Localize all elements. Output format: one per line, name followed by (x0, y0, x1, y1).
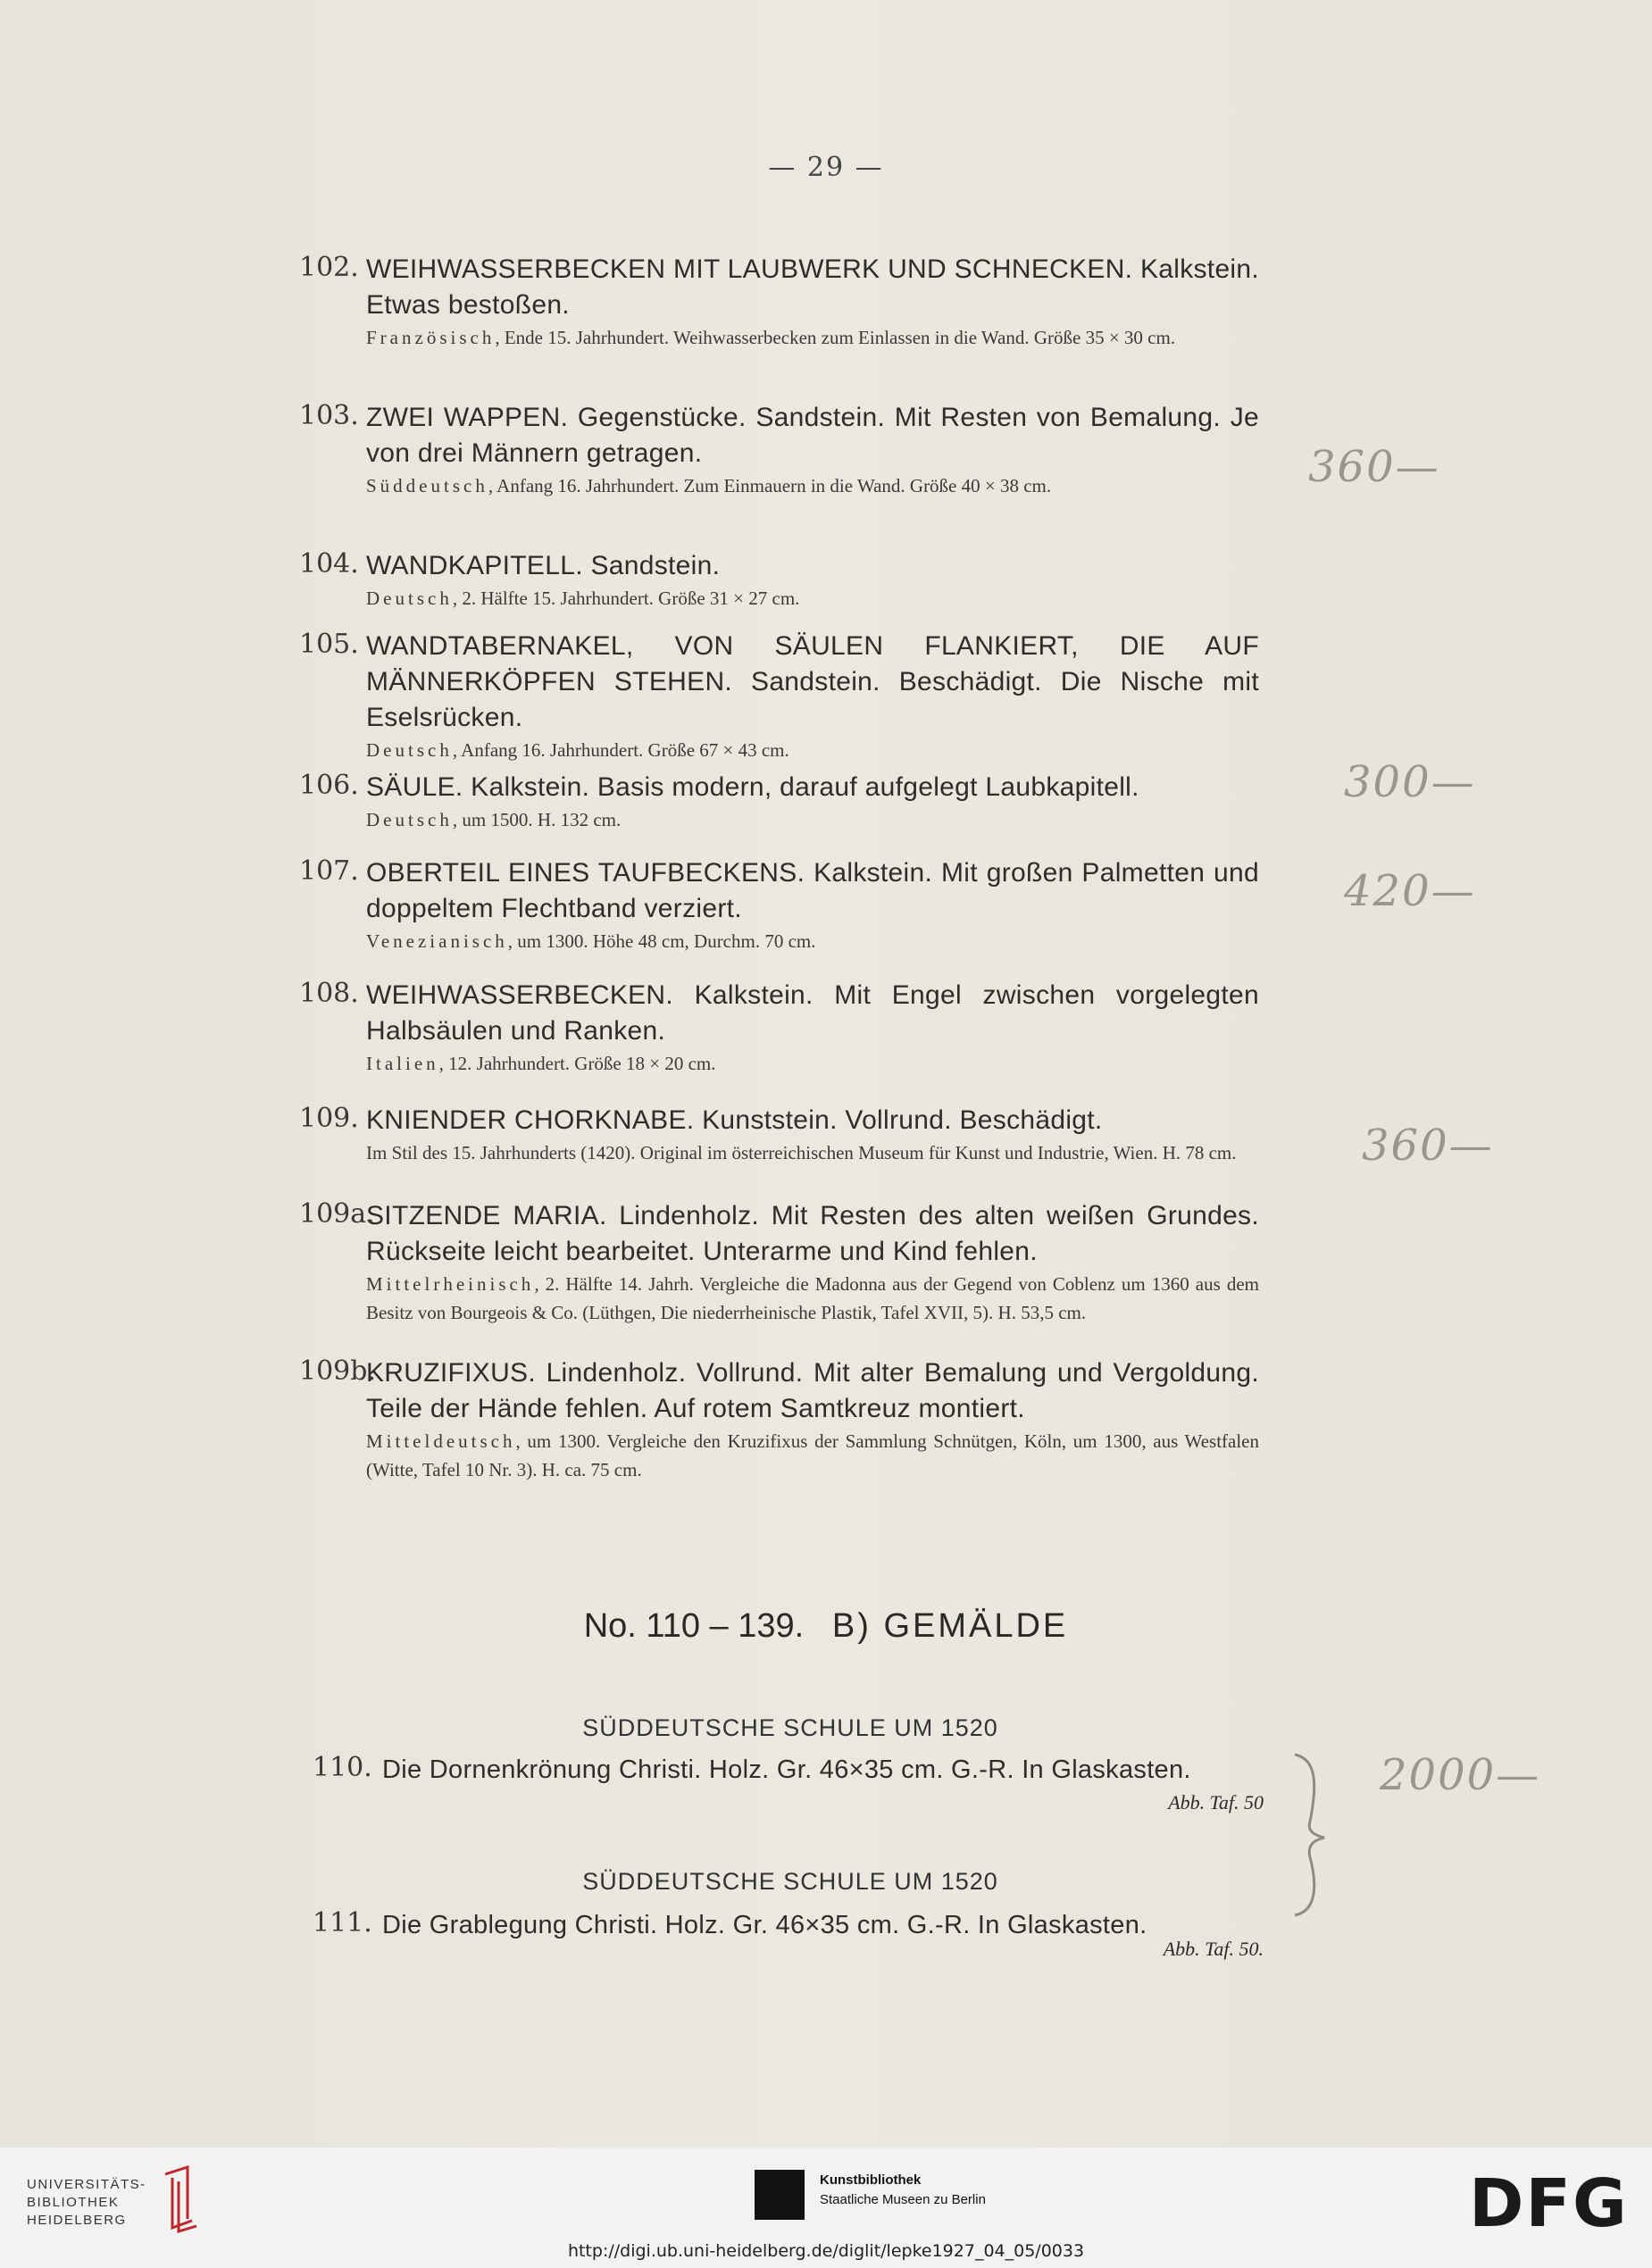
section-prefix: No. 110 – 139. (583, 1607, 805, 1645)
handwritten-price-note: 360— (1362, 1121, 1494, 1171)
entry-title: WEIHWASSERBECKEN MIT LAUBWERK UND SCHNECKEN. Kalkstein. Etwas bestoßen. (366, 254, 1260, 320)
catalog-entry-107 (299, 855, 1259, 955)
entry-origin: Deutsch (366, 739, 453, 761)
entry-title: SITZENDE MARIA. Lindenholz. Mit Resten des alten weißen Grundes. Rückseite leicht bearbeitet. Unterarme und Kind fehlen. (366, 1201, 1259, 1266)
entry-title: WANDKAPITELL. Sandstein. (366, 551, 721, 580)
entry-title: KRUZIFIXUS. Lindenholz. Vollrund. Mit alter Bemalung und Vergoldung. Teile der Hände fehlen. Auf rotem Samtkreuz montiert. (366, 1358, 1259, 1423)
handwritten-price-note: 2000— (1380, 1750, 1541, 1800)
entry-number: 109. (299, 1103, 359, 1134)
entry-detail: , um 1500. H. 132 cm. (452, 809, 622, 830)
entry-title: Die Dornenkrönung Christi. Holz. Gr. 46×35 cm. G.-R. In Glaskasten. (382, 1755, 1191, 1784)
catalog-entry-109 (299, 1103, 1259, 1167)
entry-detail: , Ende 15. Jahrhundert. Weihwasserbecken zum Einlassen in die Wand. Größe 35 × 30 cm. (495, 327, 1176, 348)
entry-detail: , um 1300. Vergleiche den Kruzifixus der Sammlung Schnütgen, Köln, um 1300, aus Westfalen (Witte, Tafel 10 Nr. 3). H. ca. 75 cm. (366, 1430, 1259, 1480)
kunstbibliothek-title: Kunstbibliothek (820, 2172, 922, 2188)
entry-title: WANDTABERNAKEL, VON SÄULEN FLANKIERT, DIE AUF MÄNNERKÖPFEN STEHEN. Sandstein. Beschädigt. Die Nische mit Eselsrücken. (366, 631, 1259, 732)
entry-number: 109b. (299, 1355, 377, 1387)
entry-detail: , 12. Jahrhundert. Größe 18 × 20 cm. (438, 1053, 716, 1074)
entry-number: 104. (299, 548, 359, 580)
catalog-entry-108 (299, 978, 1259, 1078)
entry-origin: Venezianisch (366, 930, 508, 952)
school-heading: SÜDDEUTSCHE SCHULE UM 1520 (582, 1868, 998, 1895)
entry-detail: Im Stil des 15. Jahrhunderts (1420). Original im österreichischen Museum für Kunst und Industrie, Wien. H. 78 cm. (366, 1142, 1237, 1163)
university-library-logo-text (27, 2176, 146, 2230)
section-heading (0, 1607, 1652, 1646)
entry-number: 111. (313, 1907, 372, 1939)
entry-title: OBERTEIL EINES TAUFBECKENS. Kalkstein. Mit großen Palmetten und doppeltem Flechtband verziert. (366, 858, 1259, 923)
entry-origin: Deutsch (366, 809, 453, 830)
catalog-entry-111 (313, 1907, 1264, 1961)
catalog-entry-110 (313, 1752, 1264, 1814)
document-url-link[interactable]: http://digi.ub.uni-heidelberg.de/diglit/lepke1927_04_05/0033 (567, 2241, 1085, 2261)
kunstbibliothek-subtitle: Staatliche Museen zu Berlin (820, 2192, 986, 2207)
uni-line: UNIVERSITÄTS- (27, 2177, 146, 2192)
entry-title: KNIENDER CHORKNABE. Kunststein. Vollrund. Beschädigt. (366, 1105, 1103, 1135)
entry-detail: , 2. Hälfte 14. Jahrh. Vergleiche die Madonna aus der Gegend von Coblenz um 1360 aus dem Besitz von Bourgeois & Co. (Lüthgen, Die niederrheinische Plastik, Tafel XVII, 5). H. 53,5 cm. (366, 1273, 1259, 1323)
entry-title: ZWEI WAPPEN. Gegenstücke. Sandstein. Mit Resten von Bemalung. Je von drei Männern getragen. (366, 403, 1259, 468)
entry-title: SÄULE. Kalkstein. Basis modern, darauf aufgelegt Laubkapitell. (366, 772, 1139, 802)
catalog-entry-102 (299, 252, 1259, 352)
entry-origin: Süddeutsch (366, 475, 488, 496)
page-number: — 29 — (768, 152, 884, 183)
catalog-entry-104 (299, 548, 1259, 613)
entry-detail: , Anfang 16. Jahrhundert. Zum Einmauern in die Wand. Größe 40 × 38 cm. (488, 475, 1052, 496)
university-logo-icon (156, 2165, 201, 2237)
catalog-entry-106 (299, 770, 1259, 834)
entry-number: 107. (299, 855, 359, 887)
entry-number: 106. (299, 770, 359, 801)
plate-reference: Abb. Taf. 50. (1163, 1938, 1264, 1960)
handwritten-price-note: 300— (1344, 757, 1476, 807)
entry-origin: Italien (366, 1053, 439, 1074)
school-heading: SÜDDEUTSCHE SCHULE UM 1520 (582, 1714, 998, 1741)
catalog-entry-109a (299, 1198, 1259, 1327)
catalog-entry-105 (299, 629, 1259, 764)
handwritten-price-note: 420— (1344, 866, 1476, 916)
catalog-entry-103 (299, 400, 1259, 500)
entry-number: 109a. (299, 1198, 375, 1230)
entry-detail: , Anfang 16. Jahrhundert. Größe 67 × 43 cm. (452, 739, 789, 761)
entry-origin: Mitteldeutsch (366, 1430, 516, 1452)
handwritten-brace-icon (1290, 1750, 1335, 1920)
entry-number: 110. (313, 1752, 372, 1783)
entry-title: Die Grablegung Christi. Holz. Gr. 46×35 cm. G.-R. In Glaskasten. (382, 1911, 1147, 1939)
uni-line: HEIDELBERG (27, 2213, 127, 2228)
entry-detail: , um 1300. Höhe 48 cm, Durchm. 70 cm. (507, 930, 816, 952)
entry-number: 108. (299, 978, 359, 1009)
entry-number: 105. (299, 629, 359, 660)
footer-bar (0, 2147, 1652, 2268)
entry-origin: Deutsch (366, 588, 453, 609)
entry-detail: , 2. Hälfte 15. Jahrhundert. Größe 31 × 27 cm. (452, 588, 800, 609)
kunstbibliothek-logo-icon (755, 2170, 805, 2220)
entry-number: 102. (299, 252, 359, 283)
plate-reference: Abb. Taf. 50 (1168, 1791, 1264, 1814)
entry-origin: Französisch (366, 327, 496, 348)
handwritten-price-note: 360— (1308, 442, 1440, 492)
entry-title: WEIHWASSERBECKEN. Kalkstein. Mit Engel zwischen vorgelegten Halbsäulen und Ranken. (366, 980, 1259, 1046)
dfg-logo: DFG (1469, 2165, 1629, 2242)
catalog-entry-109b (299, 1355, 1259, 1484)
entry-number: 103. (299, 400, 359, 431)
entry-origin: Mittelrheinisch (366, 1273, 535, 1295)
uni-line: BIBLIOTHEK (27, 2195, 120, 2210)
section-title: B) GEMÄLDE (831, 1607, 1069, 1645)
